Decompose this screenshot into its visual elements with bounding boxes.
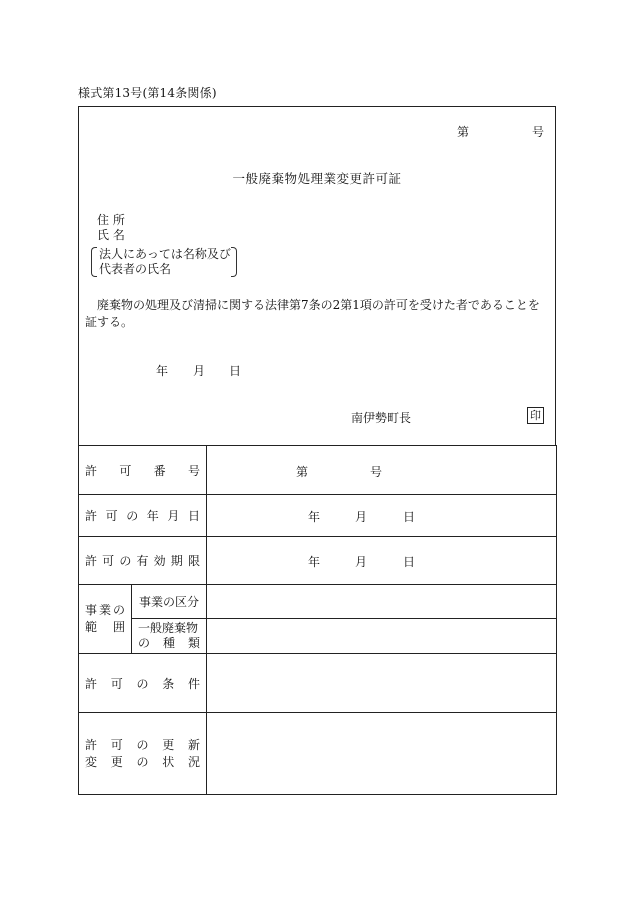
corporate-note-line1: 法人にあっては名称及び: [99, 247, 231, 261]
scope-waste-value-cell[interactable]: [207, 619, 557, 654]
renewal-value-cell[interactable]: [207, 713, 557, 795]
validity-day: 日: [403, 555, 416, 569]
row-permit-date: [79, 495, 557, 537]
row-conditions: [79, 654, 557, 713]
row-renewal: [79, 713, 557, 795]
scope-label-line1: 事 業 の: [85, 603, 125, 617]
permit-number-label: 許 可 番 号: [85, 463, 200, 478]
certificate-title: 一般廃棄物処理業変更許可証: [232, 171, 402, 186]
scope-waste-label-cell: [132, 619, 207, 654]
scope-waste-line2: の 種 類: [138, 636, 200, 650]
permit-date-day: 日: [403, 510, 416, 524]
corporate-note: [91, 247, 237, 277]
number-dai: 第: [457, 125, 470, 139]
permit-date-label: 許 可 の 年 月 日: [85, 509, 200, 523]
validity-label: 許 可 の 有 効 期 限: [85, 554, 200, 568]
number-go: 号: [532, 125, 545, 139]
permit-number-value-cell: [207, 446, 557, 495]
conditions-value-cell[interactable]: [207, 654, 557, 713]
scope-category-label: 事業の区分: [138, 595, 199, 609]
validity-label-cell: [79, 537, 207, 585]
conditions-label: 許 可 の 条 件: [85, 676, 200, 691]
permit-date-year: 年: [308, 510, 321, 524]
validity-month: 月: [355, 555, 368, 569]
permit-date-month: 月: [355, 510, 368, 524]
address-label: 住 所: [97, 213, 125, 227]
certificate-panel: [78, 106, 556, 446]
row-scope-waste: [79, 619, 557, 654]
renewal-label-line1: 許 可 の 更 新: [85, 737, 200, 752]
scope-category-value-cell[interactable]: [207, 585, 557, 619]
issue-date-month: 月: [193, 364, 206, 378]
bracket-left: [91, 247, 97, 277]
permit-date-label-cell: [79, 495, 207, 537]
scope-label-line2: 範 囲: [85, 620, 125, 634]
issue-date-year: 年: [156, 364, 169, 378]
row-permit-number: [79, 446, 557, 495]
scope-waste-line1: 一般廃棄物: [138, 621, 199, 635]
permit-number-dai: 第: [296, 465, 309, 479]
name-label: 氏 名: [97, 228, 125, 242]
permit-number-go: 号: [370, 465, 383, 479]
renewal-label-cell: [79, 713, 207, 795]
conditions-label-cell: [79, 654, 207, 713]
corporate-note-text: [99, 247, 231, 277]
seal-mark: 印: [527, 407, 544, 424]
validity-value-cell: [207, 537, 557, 585]
issuer-name: 南伊勢町長: [351, 411, 412, 425]
applicant-labels: [97, 213, 125, 243]
scope-category-label-cell: [132, 585, 207, 619]
validity-year: 年: [308, 555, 321, 569]
issue-date-day: 日: [229, 364, 242, 378]
permit-number-label-cell: [79, 446, 207, 495]
permit-date-value-cell: [207, 495, 557, 537]
corporate-note-line2: 代表者の氏名: [99, 262, 172, 276]
row-scope-category: [79, 585, 557, 619]
certification-statement: 廃棄物の処理及び清掃に関する法律第7条の2第1項の許可を受けた者であることを証する。: [85, 298, 540, 329]
permit-info-table: [78, 445, 557, 795]
row-validity: [79, 537, 557, 585]
scope-label-cell: [79, 585, 132, 654]
form-number-label: 様式第13号(第14条関係): [78, 86, 217, 100]
bracket-right: [231, 247, 237, 277]
renewal-label-line2: 変 更 の 状 況: [85, 754, 200, 769]
